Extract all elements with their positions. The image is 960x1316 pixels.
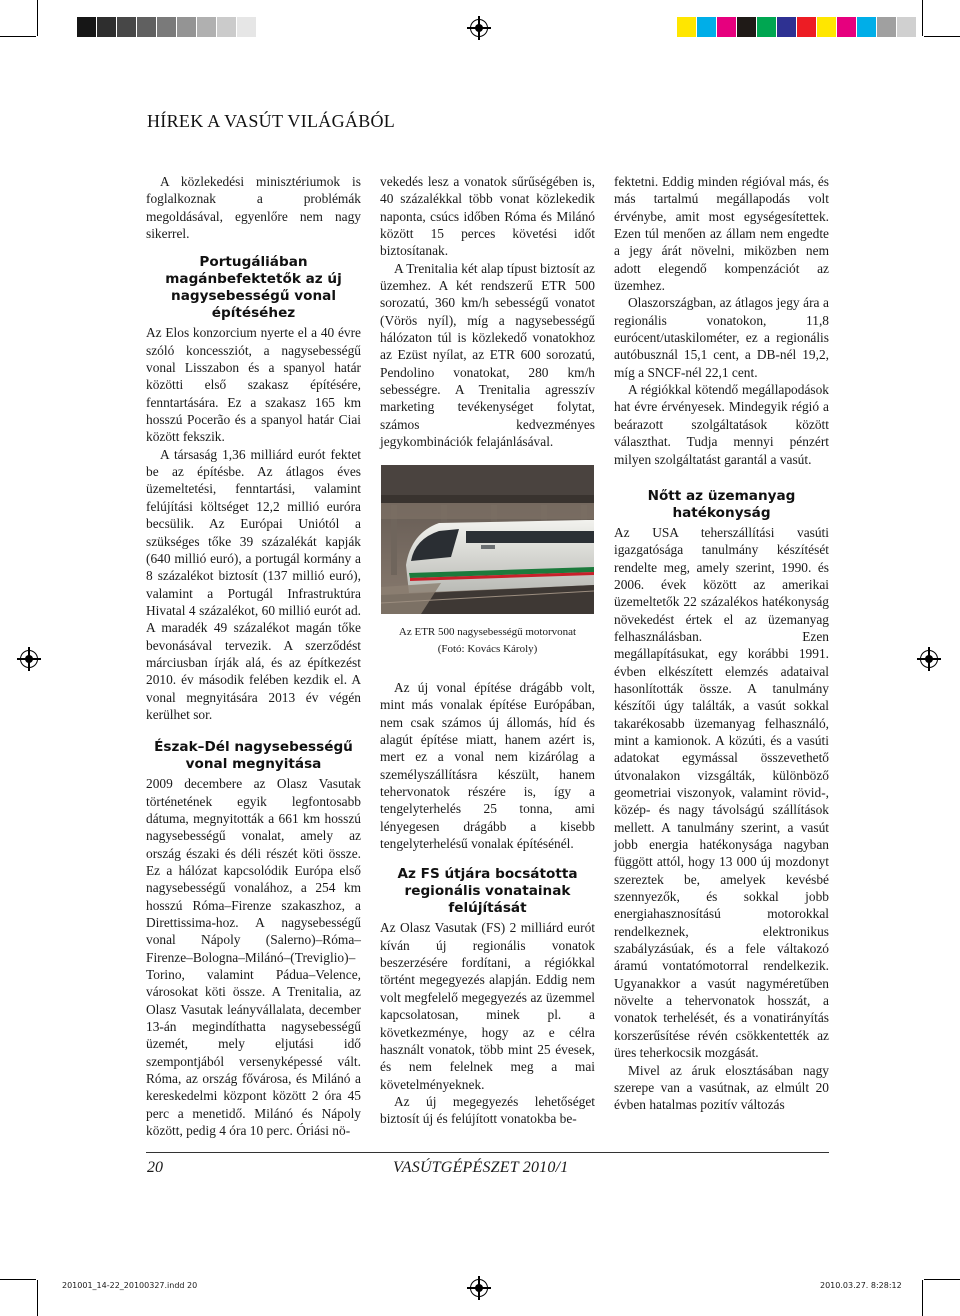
color-swatch (697, 17, 717, 37)
grayscale-color-bar (57, 17, 257, 37)
heading-fuel-efficiency: Nőtt az üzemanyag hatékonyság (647, 487, 796, 521)
color-swatch (777, 17, 797, 37)
crop-mark (0, 1279, 36, 1280)
crop-mark (924, 1279, 960, 1280)
color-swatch (677, 17, 697, 37)
crop-mark (37, 1280, 38, 1316)
gray-swatch (157, 17, 177, 37)
train-photo (381, 465, 594, 614)
paragraph: A régiókkal kötendő megállapodások hat évre érvényesek. Mindegyik régió a beárazott szolgáltatások között választhat. Tudja mennyi pénzért milyen szolgáltatást garantál a vasút. (614, 382, 829, 467)
column-2 (380, 173, 595, 451)
journal-title: VASÚTGÉPÉSZET 2010/1 (393, 1159, 569, 1176)
registration-mark-icon (920, 650, 938, 668)
paragraph: Mivel az áruk elosztásában nagy szerepe van a vasútnak, az elmúlt 20 évben hatalmas pozitív változás (614, 1062, 829, 1113)
photo-credit: (Fotó: Kovács Károly) (437, 643, 538, 655)
crop-mark (37, 0, 38, 36)
paragraph: A Trenitalia két alap típust biztosít az üzemhez. A két rendszerű ETR 500 sorozatú, 360 km/h sebességű vonatot (Vörös nyíl), míg a nagysebességű hálózaton túl is közlekedő vonatokhoz az Ezüst nyílat, az ETR 600 sorozatú, Pendolino vonatokat, 280 km/h sebességre. A Trenitalia agresszív marketing tevékenységet folytat, számos kedvezményes jegykombinációk felajánlásával. (380, 260, 595, 450)
color-swatch (717, 17, 737, 37)
color-swatch (897, 17, 917, 37)
paragraph: Az Elos konzorcium nyerte el a 40 évre szóló koncessziót, a nagysebességű vonal Lisszabon és a spanyol határ közötti első szakasz építésére, fenntartására. Ez a szakasz 165 km hosszú Pocerão és a spanyol határ Ciai között fekszik. (146, 325, 361, 445)
crop-mark (0, 36, 36, 37)
photo-caption (381, 624, 594, 658)
gray-swatch (197, 17, 217, 37)
slug-datetime: 2010.03.27. 8:28:12 (820, 1281, 902, 1290)
column-1 (146, 173, 361, 1140)
footer-rule (146, 1152, 829, 1153)
gray-swatch (77, 17, 97, 37)
registration-mark-icon (20, 650, 38, 668)
column-2-lower (380, 679, 595, 1128)
registration-mark-icon (470, 1279, 488, 1297)
paragraph: fektetni. Eddig minden régióval más, és más tartalmú megállapodás volt érvénybe, amit most egységesítettek. Ezen túl menően az állam nem engedte a jegy árát növelni, miközben nem adott elegendő kompenzációt az üzemhez. (614, 174, 829, 294)
gray-swatch (177, 17, 197, 37)
paragraph: Az új vonal építése drágább volt, mint más vonalak építése Európában, nem csak számos új állomás, híd és alagút építése miatt, hanem azért is, mert ez a vonal nem kizárólag a személyszállításra készült, hanem tehervonatok részére is, így a tengelyterhelés 25 tonna, ami lényegesen drágább a kisebb tengelyterhelésű vonalak építésénél. (380, 680, 595, 852)
crop-mark (922, 0, 923, 36)
gray-swatch (217, 17, 237, 37)
color-swatch (817, 17, 837, 37)
caption-line: Az ETR 500 nagysebességű motorvonat (398, 626, 577, 638)
page-number: 20 (147, 1159, 163, 1176)
crop-mark (924, 36, 960, 37)
gray-swatch (117, 17, 137, 37)
gray-swatch (57, 17, 77, 37)
column-3 (614, 173, 829, 1114)
paragraph: 2009 decembere az Olasz Vasutak történetének egyik legfontosabb dátuma, megnyitották a 661 km hosszú nagysebességű vonalat, amely az ország északi és déli részét köti össze. Ez a hálózat kapcsolódik Európa első nagysebességű vonalához, a 254 km hosszú Róma–Firenze szakaszhoz, a Direttissima-hoz. A nagysebességű vonal Nápoly (Salerno)–Róma–Firenze–Bologna–Milánó–(Treviglio)–Torino, valamint Pádua–Velence, városokat köti össze. A Trenitalia, az Olasz Vasutak leányvállalata, december 13-án megindíthatta nagysebességű üzemét, mely eljutási idő szempontjából versenyképessé vált. Róma, az ország fővárosa, és Milánó a kereskedelmi központ között 2 óra 45 perc a menetidő. Milánó és Nápoly között, pedig 4 óra 10 perc. Óriási nö- (146, 776, 361, 1139)
gray-swatch (137, 17, 157, 37)
heading-fs-regional: Az FS útjára bocsátotta regionális vonatainak felújítását (397, 866, 578, 917)
crop-mark (922, 1280, 923, 1316)
slug-filename: 201001_14-22_20100327.indd 20 (62, 1281, 198, 1290)
intro-paragraph: A közlekedési minisztériumok is foglalkoznak a problémák megoldásával, egyenlőre nem nagy sikerrel. (146, 174, 361, 242)
color-swatch (757, 17, 777, 37)
color-swatch (797, 17, 817, 37)
paragraph: Olaszországban, az átlagos jegy ára a regionális vonatokon, 11,8 eurócent/utaskilométer, ez a regionális autóbusznál 15,1 cent, a DB-nél 19,2, míg a SNCF-nél 22,1 cent. (614, 295, 829, 380)
paragraph: Az USA teherszállítási vasúti igazgatósága tanulmány készítését rendelte meg, amely szerint, 1990. és 2006. évek között az amerikai üzemeltetők 22 százalékos hatékonyság növekedést értek el az üzemanyag felhasználásban. Ezen megállapításukat, egy korábbi 1991. évben elkészített elemzés adataival hasonlították össze. A tanulmány készítői úgy találták, a vasút sokkal takarékosabb üzemanyag felhasználó, mint a kamionok. A közúti, és a vasúti adatokat egymással összevethető útvonalakon vizsgálták, különböző geometriai viszonyok, valamint rövid-, közép- és nagy távolságú szállítások mellett. A tanulmány szerint, a vasút jobb energia hatékonysága nagyban függött attól, hogy 13 000 új mozdonyt szereztek be, amelyek kevésbé szennyezők, és sokkal jobb energiahasznosítású motorokkal rendelkeznek, elektronikus szabályzásúak, és a fele váltakozó áramú vontatómotorral rendelkezik. Ugyanakkor a vasút nagyméretűben növelte a tehervonatok hosszát, a vonatok terhelését, és a vonatirányítás korszerűsítése révén csökkentették az üres teherkocsik mozgását. (614, 524, 829, 1061)
gray-swatch (237, 17, 257, 37)
heading-north-south: Észak–Dél nagysebességű vonal megnyitása (154, 739, 353, 773)
paragraph: Az Olasz Vasutak (FS) 2 milliárd eurót kíván új regionális vonatok beszerzésére fordítani, a régiókkal történt megegyezés alapján. Eddig nem volt megfelelő megegyezés az üzemmel kapcsolatosan, minek pl. a következménye, hogy az e célra használt vonatok, több mint 25 évesek, és nem felelnek meg a mai követelményeknek. (380, 920, 595, 1092)
paragraph: A társaság 1,36 milliárd eurót fektet be az építésbe. Az átlagos éves üzemeltetési, fenntartási, valamint felújítási költséget 12,2 millió euróra becsülik. Az Európai Uniótól a szükséges tőke 39 százalékát kapják (640 millió euró), a portugál kormány a 8 százalékot biztosít (137 millió euró), valamint a Portugál Infrastruktúra Hivatal 4 százalékot, 60 millió eurót ad. A maradék 49 százalékot magán tőke bevonásával tervezik. A szerződést márciusban írják alá, és az építkezést 2010. év második felében kezdik el. A vonal megnyitására 2013 év végén kerülhet sor. (146, 446, 361, 722)
process-color-bar (677, 17, 917, 37)
gray-swatch (97, 17, 117, 37)
section-title: HÍREK A VASÚT VILÁGÁBÓL (147, 111, 396, 131)
color-swatch (737, 17, 757, 37)
registration-mark-icon (470, 19, 488, 37)
heading-portugal: Portugáliában magánbefektetők az új nagysebességű vonal építéséhez (165, 254, 342, 322)
color-swatch (877, 17, 897, 37)
color-swatch (857, 17, 877, 37)
color-swatch (837, 17, 857, 37)
paragraph: Az új megegyezés lehetőséget biztosít új és felújított vonatokba be- (380, 1093, 595, 1127)
paragraph: vekedés lesz a vonatok sűrűségében is, 40 százalékkal több vonat közlekedik naponta, csúcs időben Róma és Milánó között 15 perces követési időt biztosítanak. (380, 174, 595, 259)
